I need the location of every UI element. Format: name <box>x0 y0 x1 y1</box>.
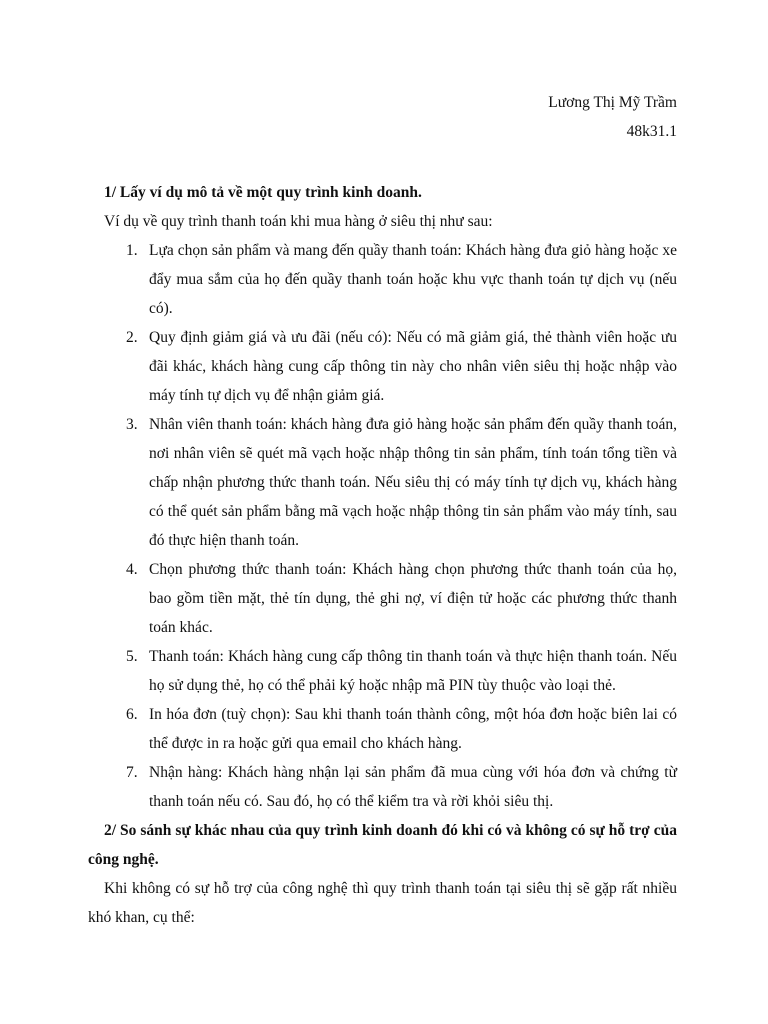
list-item <box>88 323 677 410</box>
section-2-heading: 2/ So sánh sự khác nhau của quy trình kinh doanh đó khi có và không có sự hỗ trợ của công nghệ. <box>88 822 677 868</box>
list-item-text: Chọn phương thức thanh toán: Khách hàng chọn phương thức thanh toán của họ, bao gồm tiền mặt, thẻ tín dụng, thẻ ghi nợ, ví điện tử hoặc các phương thức thanh toán khác. <box>149 561 677 636</box>
list-item-text: In hóa đơn (tuỳ chọn): Sau khi thanh toán thành công, một hóa đơn hoặc biên lai có thể được in ra hoặc gửi qua email cho khách hàng. <box>149 706 677 752</box>
author-name: Lương Thị Mỹ Trầm <box>548 94 677 111</box>
list-item-number: 4. <box>126 561 138 578</box>
list-item <box>88 236 677 323</box>
section-2-paragraph: Khi không có sự hỗ trợ của công nghệ thì quy trình thanh toán tại siêu thị sẽ gặp rất nhiều khó khan, cụ thể: <box>88 880 677 926</box>
document-body <box>88 178 677 932</box>
list-item-text: Quy định giảm giá và ưu đãi (nếu có): Nếu có mã giảm giá, thẻ thành viên hoặc ưu đãi khác, khách hàng cung cấp thông tin này cho nhân viên siêu thị hoặc nhập vào máy tính tự dịch vụ để nhận giảm giá. <box>149 329 677 404</box>
class-code: 48k31.1 <box>626 123 677 140</box>
list-item <box>88 642 677 700</box>
list-item <box>88 410 677 555</box>
list-item-number: 2. <box>126 329 138 346</box>
list-item-text: Lựa chọn sản phẩm và mang đến quầy thanh toán: Khách hàng đưa giỏ hàng hoặc xe đẩy mua sắm của họ đến quầy thanh toán hoặc khu vực thanh toán tự dịch vụ (nếu có). <box>149 242 677 317</box>
list-item <box>88 758 677 816</box>
list-item-text: Nhận hàng: Khách hàng nhận lại sản phẩm đã mua cùng với hóa đơn và chứng từ thanh toán nếu có. Sau đó, họ có thể kiểm tra và rời khỏi siêu thị. <box>149 764 677 810</box>
process-steps-list <box>88 236 677 816</box>
list-item-text: Nhân viên thanh toán: khách hàng đưa giỏ hàng hoặc sản phẩm đến quầy thanh toán, nơi nhân viên sẽ quét mã vạch hoặc nhập thông tin sản phẩm, tính toán tổng tiền và chấp nhận phương thức thanh toán. Nếu siêu thị có máy tính tự dịch vụ, khách hàng có thể quét sản phẩm bằng mã vạch hoặc nhập thông tin sản phẩm vào máy tính, sau đó thực hiện thanh toán. <box>149 416 677 549</box>
list-item <box>88 555 677 642</box>
list-item-number: 1. <box>126 242 138 259</box>
section-1-heading: 1/ Lấy ví dụ mô tả về một quy trình kinh doanh. <box>104 184 422 201</box>
list-item-text: Thanh toán: Khách hàng cung cấp thông tin thanh toán và thực hiện thanh toán. Nếu họ sử dụng thẻ, họ có thể phải ký hoặc nhập mã PIN tùy thuộc vào loại thẻ. <box>149 648 677 694</box>
list-item-number: 3. <box>126 416 138 433</box>
list-item-number: 5. <box>126 648 138 665</box>
list-item <box>88 700 677 758</box>
section-1-intro: Ví dụ về quy trình thanh toán khi mua hàng ở siêu thị như sau: <box>104 213 493 230</box>
list-item-number: 7. <box>126 764 138 781</box>
list-item-number: 6. <box>126 706 138 723</box>
